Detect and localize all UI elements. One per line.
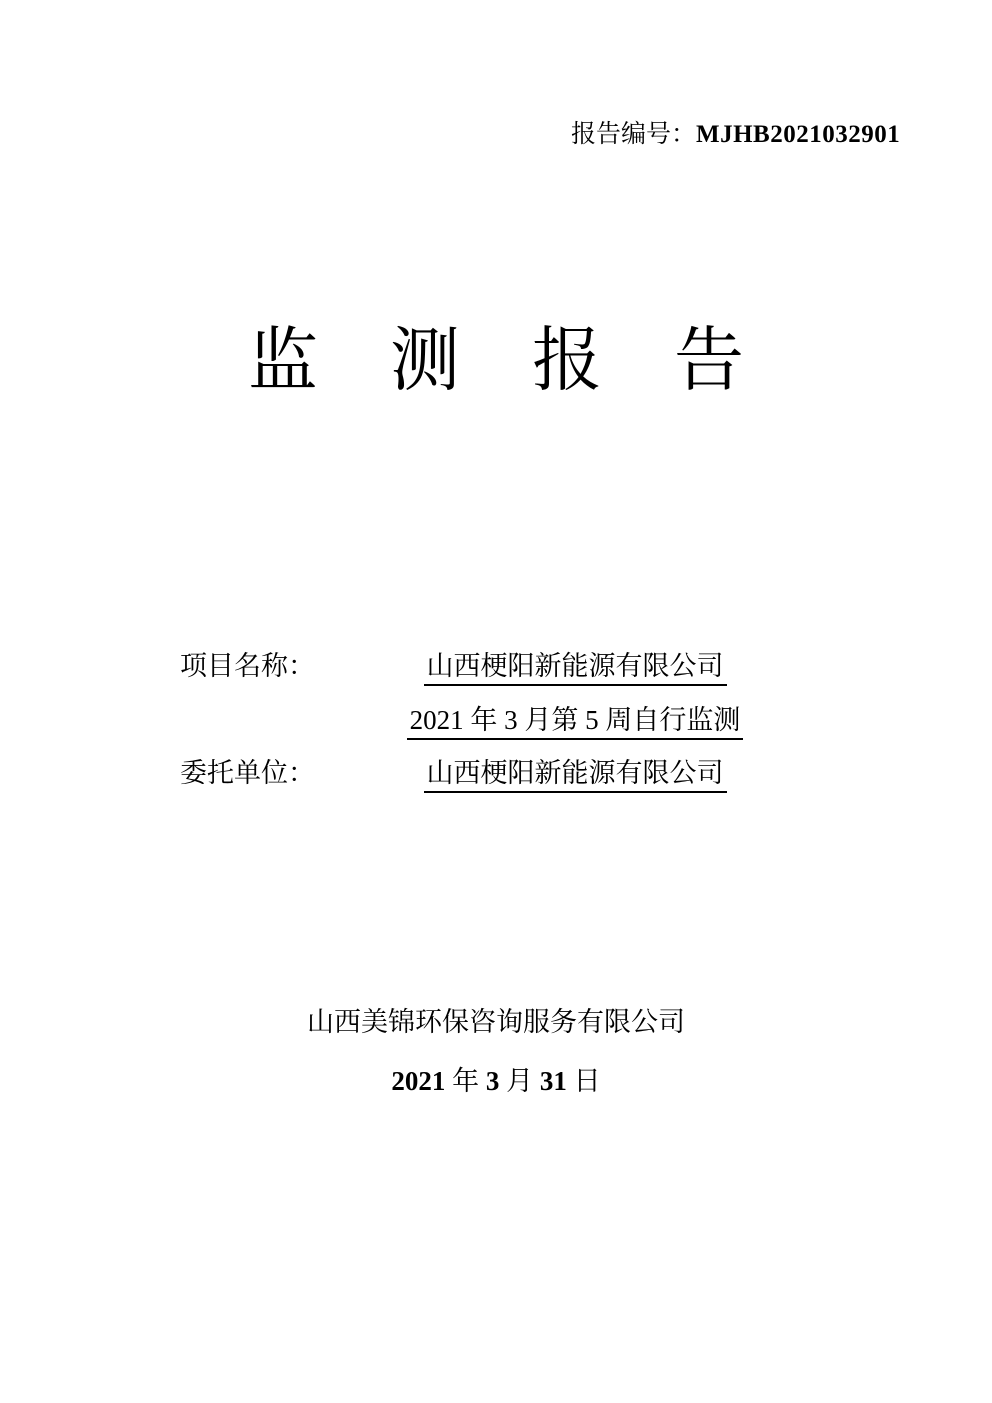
project-name-value-line1: 山西梗阳新能源有限公司 [424, 653, 727, 686]
report-number-value: MJHB2021032901 [696, 121, 901, 148]
report-number-line [571, 121, 900, 149]
issue-date-month-label: 月 [499, 1066, 540, 1096]
client-unit-value: 山西梗阳新能源有限公司 [424, 760, 727, 793]
issue-date-month: 3 [485, 1066, 500, 1096]
issue-date-year: 2021 [391, 1066, 446, 1096]
client-unit-label: 委托单位： [180, 758, 315, 788]
page-title: 监测报告 [248, 323, 816, 400]
field-row-project-name [0, 653, 992, 687]
issue-date-year-label: 年 [445, 1066, 486, 1096]
client-unit-value-col [330, 760, 820, 793]
issue-date [0, 1068, 992, 1095]
project-name-value-col [330, 653, 820, 686]
issue-date-day: 31 [539, 1066, 567, 1096]
project-name-value-col-2 [330, 707, 820, 740]
field-row-client-unit [0, 760, 992, 794]
report-number-label: 报告编号： [571, 121, 697, 148]
project-name-value-line2: 2021 年 3 月第 5 周自行监测 [407, 707, 744, 740]
issue-date-day-label: 日 [566, 1066, 601, 1096]
issuing-company-name: 山西美锦环保咨询服务有限公司 [307, 1007, 685, 1037]
field-row-project-name-continued [0, 707, 992, 741]
project-name-label: 项目名称： [180, 651, 315, 681]
